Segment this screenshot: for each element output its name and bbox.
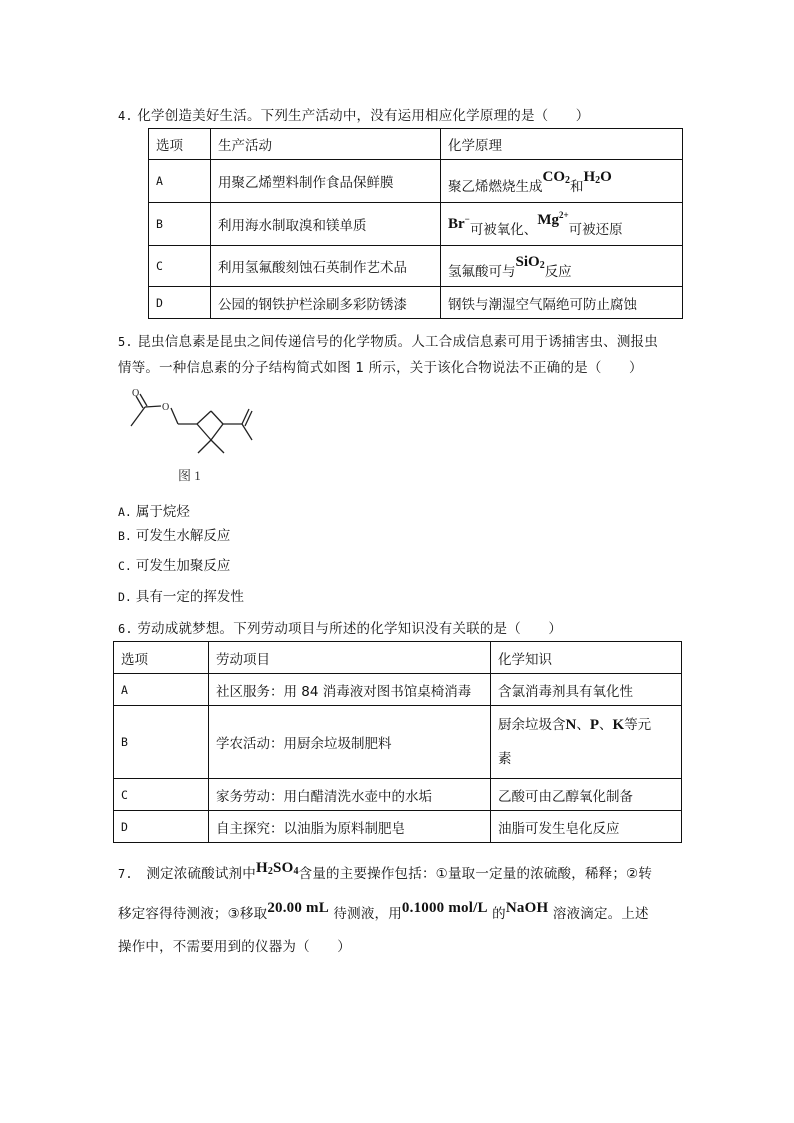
q6-project: 学农活动：用厨余垃圾制肥料	[209, 706, 491, 779]
bond-carbonyl-to-ester-o	[145, 406, 161, 407]
formula-text: SO	[273, 860, 294, 876]
q6-table	[113, 641, 682, 843]
q4-option: C	[149, 246, 211, 287]
bond-methyl	[131, 407, 145, 426]
q6-table-header	[114, 642, 682, 674]
formula-br-ion	[448, 213, 470, 232]
option-text: 可发生水解反应	[135, 528, 231, 544]
formula-mg-ion	[537, 209, 569, 228]
q5-option-d[interactable]	[118, 585, 244, 605]
element-p: P	[589, 717, 600, 733]
formula-text: Br	[448, 215, 465, 232]
q5-stem-text: 情等。一种信息素的分子结构简式如图 1 所示，关于该化合物说法不正确的是（ ）	[118, 360, 643, 376]
q4-table	[148, 128, 683, 319]
ring-bond-1	[197, 411, 211, 424]
q7-line1	[118, 862, 652, 883]
formula-superscript: 2+	[558, 209, 569, 220]
q4-stem	[118, 104, 589, 124]
q7-number: 7.	[118, 867, 133, 881]
concentration-value: 0.1000 mol/L	[401, 900, 488, 916]
q6-header-option: 选项	[114, 642, 209, 674]
q6-option: B	[114, 706, 209, 779]
element-n: N	[565, 717, 577, 733]
q5-option-c[interactable]	[118, 554, 230, 574]
bond-gem-methyl-1	[198, 440, 211, 453]
q4-principle	[441, 160, 683, 203]
ring-bond-3	[211, 424, 223, 440]
q4-activity: 用聚乙烯塑料制作食品保鲜膜	[211, 160, 441, 203]
q4-row-a	[149, 160, 683, 203]
q6-project: 家务劳动：用白醋清洗水壶中的水垢	[209, 779, 491, 811]
molecule-bonds	[131, 394, 252, 453]
q6-knowledge: 乙酸可由乙醇氧化制备	[491, 779, 682, 811]
q4-principle: 钢铁与潮湿空气隔绝可防止腐蚀	[441, 287, 683, 319]
q5-stem-line1	[118, 330, 658, 350]
q4-row-b	[149, 203, 683, 246]
separator: 、	[576, 717, 590, 733]
principle-text: 可被氧化、	[469, 221, 538, 238]
q6-option: C	[114, 779, 209, 811]
bond-ester-o-to-ch2	[171, 408, 178, 424]
q6-project: 自主探究：以油脂为原料制肥皂	[209, 811, 491, 843]
formula-text: CO	[542, 168, 565, 185]
q7-text: 的	[492, 906, 506, 922]
atom-carbonyl-oxygen: O	[132, 388, 140, 399]
q6-option: D	[114, 811, 209, 843]
q6-project: 社区服务：用 84 消毒液对图书馆桌椅消毒	[209, 674, 491, 706]
q6-header-knowledge: 化学知识	[491, 642, 682, 674]
formula-subscript: 4	[293, 866, 299, 877]
q4-header-activity: 生产活动	[211, 129, 441, 160]
option-letter: C.	[118, 559, 132, 573]
q4-option: A	[149, 160, 211, 203]
q4-option: B	[149, 203, 211, 246]
q4-header-principle: 化学原理	[441, 129, 683, 160]
formula-subscript: 2	[565, 174, 570, 186]
q7-text: 测定浓硫酸试剂中	[146, 866, 256, 882]
q6-option: A	[114, 674, 209, 706]
bond-gem-methyl-2	[211, 440, 224, 453]
q5-number: 5.	[118, 335, 133, 349]
q5-option-b[interactable]	[118, 524, 230, 544]
principle-text: 和	[570, 178, 584, 195]
formula-text: H	[255, 860, 268, 876]
q7-line2	[118, 902, 649, 923]
q6-knowledge: 含氯消毒剂具有氧化性	[491, 674, 682, 706]
option-text: 属于烷烃	[135, 504, 190, 520]
q4-option: D	[149, 287, 211, 319]
q6-stem-text: 劳动成就梦想。下列劳动项目与所述的化学知识没有关联的是（ ）	[137, 621, 563, 637]
q5-option-a[interactable]	[118, 500, 190, 520]
option-text: 具有一定的挥发性	[135, 589, 244, 605]
q6-row-c	[114, 779, 682, 811]
formula-subscript: 2	[267, 866, 274, 877]
principle-text: 氢氟酸可与	[448, 263, 516, 280]
formula-co2	[543, 169, 571, 185]
option-text: 可发生加聚反应	[135, 558, 231, 574]
q7-text: 含量的主要操作包括：①量取一定量的浓硫酸，稀释；②转	[298, 866, 653, 882]
formula-superscript: −	[464, 213, 470, 224]
q4-row-d	[149, 287, 683, 319]
formula-text: H	[583, 168, 596, 185]
ring-bond-4	[197, 424, 211, 440]
principle-text: 聚乙烯燃烧生成	[448, 178, 543, 195]
q5-stem-text: 昆虫信息素是昆虫之间传递信号的化学物质。人工合成信息素可用于诱捕害虫、测报虫	[137, 334, 658, 350]
q4-activity: 利用海水制取溴和镁单质	[211, 203, 441, 246]
reagent-naoh: NaOH	[505, 900, 549, 916]
knowledge-text: 厨余垃圾含	[498, 717, 566, 733]
q4-number: 4.	[118, 109, 133, 123]
principle-text: 反应	[544, 263, 572, 280]
q6-knowledge	[491, 706, 682, 779]
q7-text: 操作中，不需要用到的仪器为（ ）	[118, 939, 351, 955]
formula-text: Mg	[537, 211, 559, 228]
element-k: K	[612, 717, 625, 733]
ring-bond-2	[211, 411, 223, 424]
q4-principle	[441, 203, 683, 246]
bond-alkene-2	[245, 411, 252, 426]
q6-row-a	[114, 674, 682, 706]
q4-row-c	[149, 246, 683, 287]
q4-header-option: 选项	[149, 129, 211, 160]
q7-line3	[118, 935, 351, 955]
principle-text: 可被还原	[568, 221, 623, 238]
separator: 、	[599, 717, 613, 733]
option-letter: D.	[118, 590, 132, 604]
formula-h2so4	[256, 860, 299, 876]
figure-caption: 图 1	[178, 468, 201, 483]
q6-row-d	[114, 811, 682, 843]
formula-subscript: 2	[539, 259, 545, 271]
volume-value: 20.00 mL	[267, 900, 329, 916]
knowledge-text: 等元	[624, 717, 652, 733]
q6-row-b	[114, 706, 682, 779]
q7-text: 溶液滴定。上述	[552, 906, 649, 922]
q4-principle	[441, 246, 683, 287]
formula-text: SiO	[515, 253, 540, 270]
q6-knowledge: 油脂可发生皂化反应	[491, 811, 682, 843]
option-letter: A.	[118, 505, 132, 519]
atom-ester-oxygen: O	[162, 402, 170, 413]
bond-alkene-1	[242, 409, 249, 424]
q6-header-project: 劳动项目	[209, 642, 491, 674]
bond-isopropenyl-methyl	[242, 424, 252, 440]
q7-text: 待测液，用	[333, 906, 402, 922]
q5-stem-line2	[118, 356, 643, 376]
q4-table-header	[149, 129, 683, 160]
q7-text: 移定容得待测液；③移取	[118, 906, 268, 922]
q6-number: 6.	[118, 622, 133, 636]
formula-sio2	[516, 254, 545, 270]
q4-activity: 公园的钢铁护栏涂刷多彩防锈漆	[211, 287, 441, 319]
formula-subscript: 2	[595, 174, 601, 186]
q6-stem	[118, 617, 562, 637]
formula-text: O	[600, 168, 612, 185]
knowledge-text: 素	[498, 751, 512, 767]
q4-activity: 利用氢氟酸刻蚀石英制作艺术品	[211, 246, 441, 287]
formula-h2o	[584, 169, 612, 185]
q4-stem-text: 化学创造美好生活。下列生产活动中，没有运用相应化学原理的是（ ）	[137, 108, 590, 124]
option-letter: B.	[118, 529, 132, 543]
